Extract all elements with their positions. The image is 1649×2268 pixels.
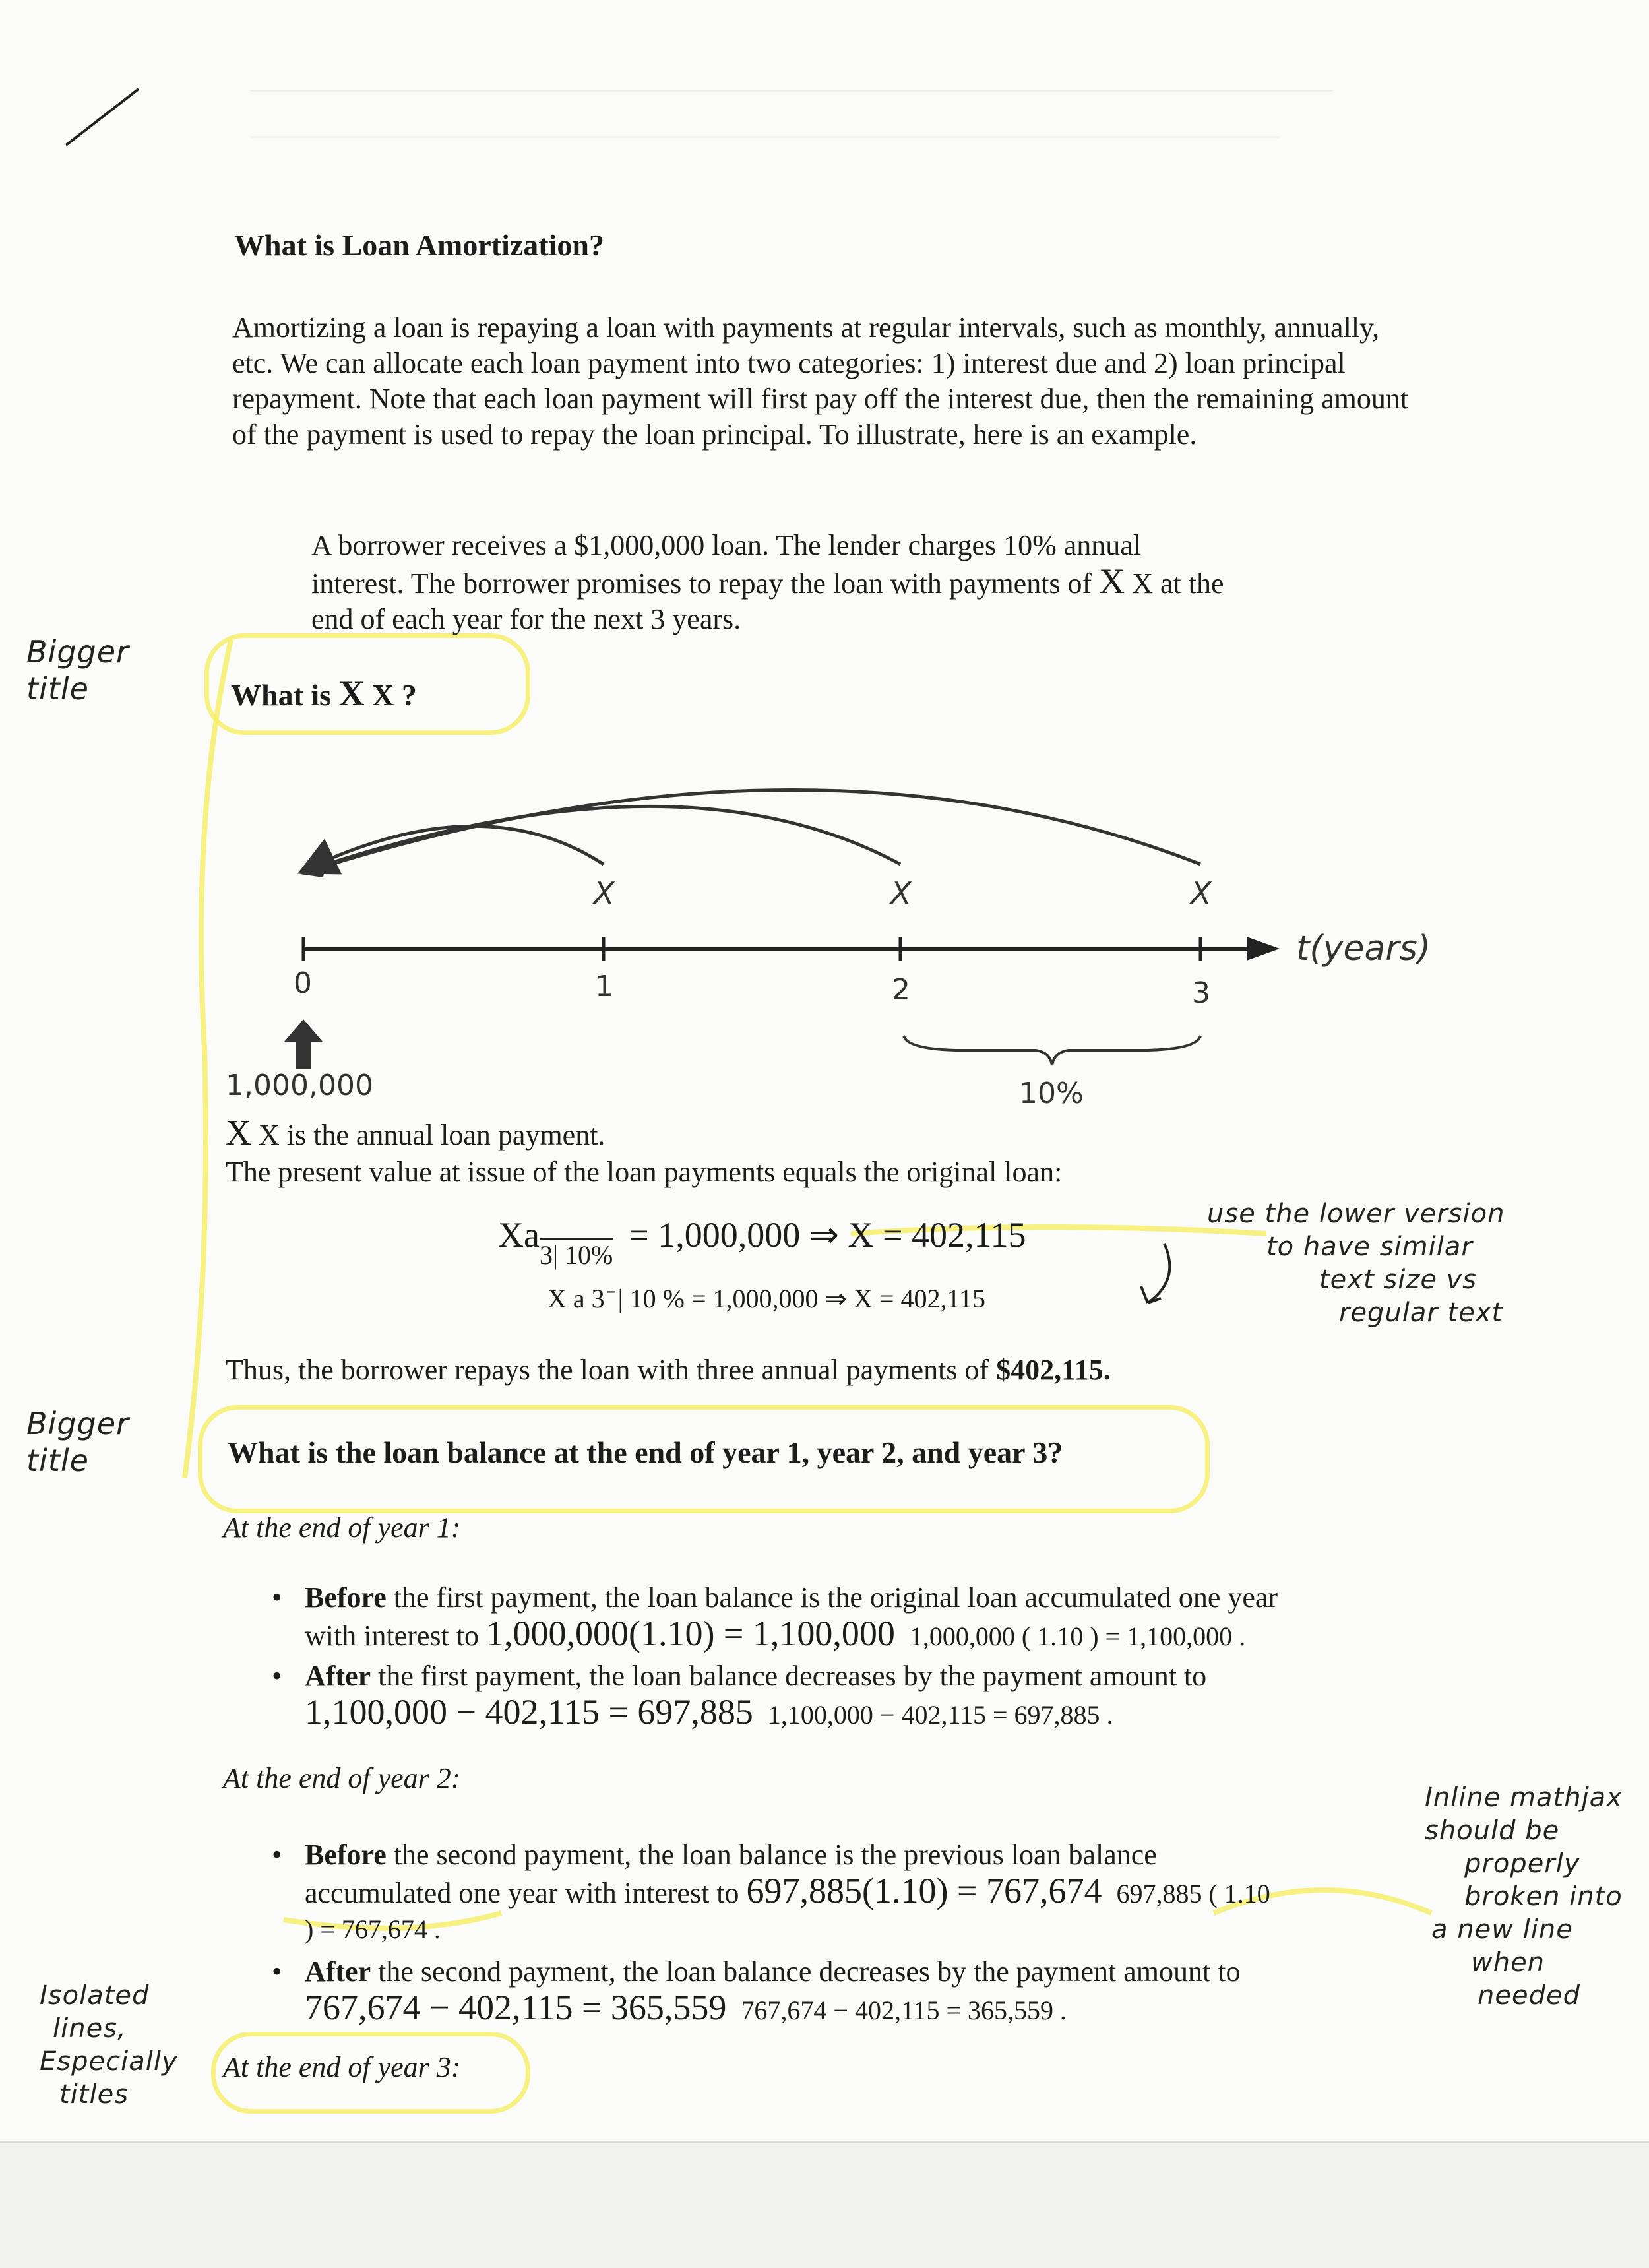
bullet-before: • Before the first payment, the loan balance is the original loan accumulated one year	[272, 1581, 1278, 1614]
year1-label: At the end of year 1:	[223, 1511, 461, 1544]
loan-amount: 1,000,000	[226, 1069, 373, 1102]
year1-bullets	[272, 1580, 1459, 1733]
cashflow-timeline	[218, 759, 1471, 1128]
annotation-bigger-title: Bigger title	[26, 1406, 129, 1478]
question2-heading: What is the loan balance at the end of year 1, year 2, and year 3?	[228, 1435, 1063, 1469]
bullet-after: • After the first payment, the loan balance decreases by the payment amount to	[272, 1660, 1207, 1692]
arrowhead-left	[300, 858, 327, 877]
tick-label: 2	[892, 973, 910, 1007]
equation-plain: X a 3 ̄ | 10 % = 1,000,000 ⇒ X = 402,115	[547, 1284, 986, 1313]
bullet-before-wrap: ) = 767,674 .	[305, 1914, 441, 1944]
tick-label: 1	[595, 970, 613, 1003]
example-line: end of each year for the next 3 years.	[311, 603, 741, 635]
bullet-before-cont: accumulated one year with interest to 697,885(1.10) = 767,674 697,885 ( 1.10	[305, 1871, 1270, 1910]
payment-label: X	[890, 875, 912, 911]
discount-arc-2	[307, 806, 900, 871]
question-heading: What is X X ?	[231, 674, 417, 713]
loan-arrow	[284, 1019, 323, 1069]
pv-line: The present value at issue of the loan payments equals the original loan:	[226, 1156, 1063, 1188]
bullet-after-cont: 1,100,000 − 402,115 = 697,885 1,100,000 − 402,115 = 697,885 .	[305, 1692, 1113, 1732]
payment-label: X	[1191, 875, 1212, 911]
year2-bullets	[272, 1837, 1466, 2029]
annotation-arrow	[1135, 1240, 1194, 1313]
annotation-lower-version: use the lower version to have similar text size vs regular text	[1207, 1199, 1505, 1328]
bullet-before: • Before the second payment, the loan balance is the previous loan balance	[272, 1839, 1157, 1871]
thus-line: Thus, the borrower repays the loan with three annual payments of $402,115.	[226, 1354, 1111, 1386]
annotation-inline-mathjax: Inline mathjax should be properly broken into a new line when needed	[1425, 1782, 1623, 2011]
tick-label: 0	[294, 966, 312, 1000]
axis-arrowhead	[1247, 937, 1280, 961]
tick-label: 3	[1192, 976, 1210, 1010]
bleed-through: ———————————————————————————————————————	[251, 119, 1280, 149]
example-block	[311, 528, 1433, 637]
bullet-after-cont: 767,674 − 402,115 = 365,559 767,674 − 402,115 = 365,559 .	[305, 1988, 1067, 2027]
annotation-isolated-lines: Isolated lines, Especially titles	[40, 1980, 178, 2110]
bullet-before-cont: with interest to 1,000,000(1.10) = 1,100,000 1,000,000 ( 1.10 ) = 1,100,000 .	[305, 1614, 1246, 1653]
year2-label: At the end of year 2:	[223, 1762, 461, 1794]
year3-label: At the end of year 3:	[223, 2051, 461, 2083]
intro-paragraph: Amortizing a loan is repaying a loan with payments at regular intervals, such as monthly, annually, etc. We can allocate each loan payment into two categories: 1) interest due and 2) loan principal repayment. Note that each loan payment will first pay off the interest due, then the remaining amount of the payment is used to repay the loan principal. To illustrate, here is an example.	[232, 311, 1409, 451]
payment-label: X	[594, 875, 615, 911]
interval-brace	[904, 1036, 1200, 1065]
bullet-after: • After the second payment, the loan balance decreases by the payment amount to	[272, 1955, 1241, 1988]
page-title: What is Loan Amortization?	[234, 228, 604, 262]
scan-background	[0, 2141, 1649, 2268]
definition-line: X X is the annual loan payment.	[226, 1113, 606, 1152]
pen-stroke	[59, 79, 152, 158]
example-line: interest. The borrower promises to repay the loan with payments of X X at the	[311, 561, 1224, 601]
annotation-bigger-title: Bigger title	[26, 634, 129, 707]
bleed-through: —————————————————————————————————————————	[251, 73, 1332, 103]
example-line: A borrower receives a $1,000,000 loan. The lender charges 10% annual	[311, 529, 1142, 561]
axis-label: t(years)	[1296, 929, 1431, 968]
rate-label: 10%	[1019, 1077, 1084, 1110]
equation-rendered: Xa3| 10% = 1,000,000 ⇒ X = 402,115	[498, 1215, 1026, 1270]
